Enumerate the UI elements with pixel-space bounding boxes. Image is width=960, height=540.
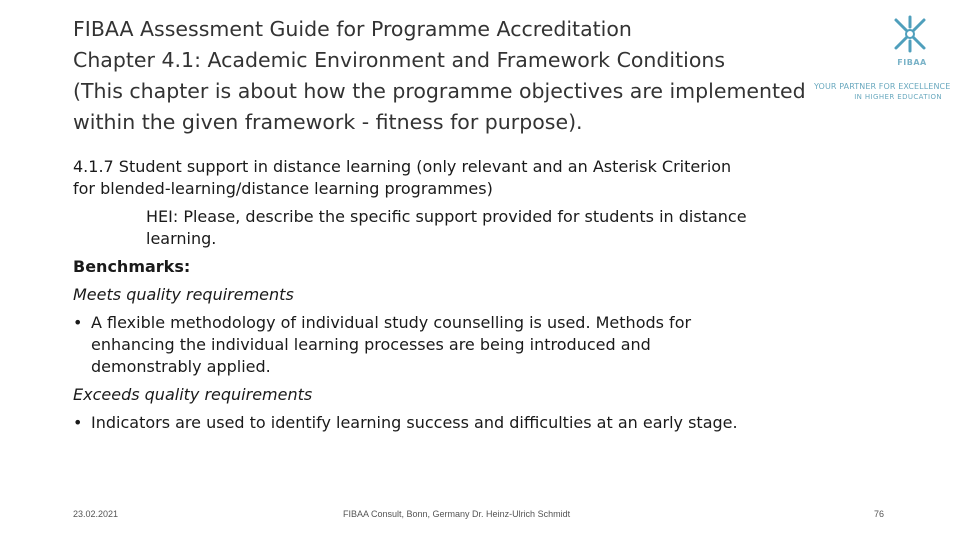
- footer-center: FIBAA Consult, Bonn, Germany Dr. Heinz-Ulrich Schmidt: [343, 509, 571, 519]
- meets-bullet-line-3: demonstrably applied.: [91, 357, 271, 376]
- hei-instruction: [73, 206, 893, 250]
- fibaa-logo: [808, 10, 951, 110]
- exceeds-bullet-text: Indicators are used to identify learning success and difficulties at an early stage.: [91, 413, 738, 432]
- exceeds-label: Exceeds quality requirements: [73, 385, 313, 404]
- section-heading-line-1: 4.1.7 Student support in distance learning (only relevant and an Asterisk Criterion: [73, 157, 732, 176]
- title-line-2: Chapter 4.1: Academic Environment and Framework Conditions: [73, 48, 726, 72]
- logo-tagline-1: YOUR PARTNER FOR EXCELLENCE: [814, 82, 951, 91]
- logo-name: FIBAA: [897, 58, 927, 67]
- page-number: 76: [874, 509, 885, 519]
- slide-title: [73, 14, 823, 138]
- section-heading-line-2: for blended-learning/distance learning programmes): [73, 179, 493, 198]
- meets-bullet: [73, 312, 893, 378]
- meets-bullet-line-2: enhancing the individual learning processes are being introduced and: [91, 335, 651, 354]
- bullet-icon: •: [73, 413, 83, 432]
- title-line-3: (This chapter is about how the programme objectives are implemented: [73, 79, 806, 103]
- exceeds-bullet: [73, 412, 893, 434]
- title-line-4: within the given framework - fitness for purpose).: [73, 110, 583, 134]
- fibaa-star-icon: [890, 14, 930, 54]
- hei-line-1: HEI: Please, describe the specific support provided for students in distance: [146, 207, 747, 226]
- section-heading: [73, 156, 893, 200]
- hei-line-2: learning.: [146, 229, 217, 248]
- title-line-1: FIBAA Assessment Guide for Programme Accreditation: [73, 17, 632, 41]
- meets-bullet-line-1: A flexible methodology of individual study counselling is used. Methods for: [91, 313, 692, 332]
- bullet-icon: •: [73, 313, 83, 332]
- meets-label: Meets quality requirements: [73, 285, 294, 304]
- slide-body: [73, 156, 893, 434]
- footer-date: 23.02.2021: [73, 509, 119, 519]
- logo-tagline-2: IN HIGHER EDUCATION: [854, 93, 942, 101]
- benchmarks-label: Benchmarks:: [73, 257, 191, 276]
